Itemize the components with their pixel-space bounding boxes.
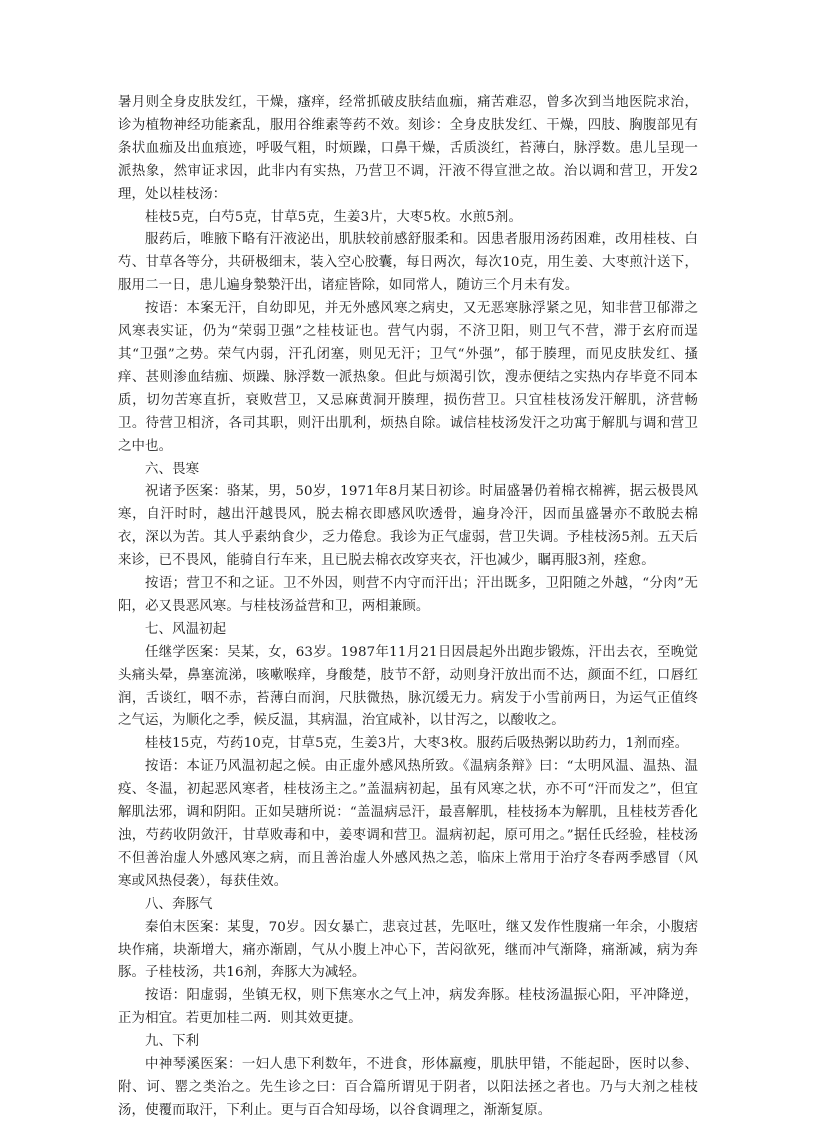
paragraph: 任继学医案：吴某，女，63岁。1987年11月21日因晨起外出跑步锻炼，汗出去衣，至晚觉头痛头晕，鼻塞流涕，咳嗽喉痒，身酸楚，肢节不舒，动则身汗放出而不达，颜面不红，口唇红润，舌谈红，咽不赤，苔薄白而润，尺肤微热，脉沉缓无力。病发于小雪前两日，为运气正值终之气运，为顺化之季，候反温，其病温，治宜咸补，以甘泻之，以酸收之。 bbox=[118, 644, 698, 729]
section-heading: 七、风温初起 bbox=[145, 621, 227, 637]
paragraph: 暑月则全身皮肤发红，干燥，瘙痒，经常抓破皮肤结血痂，痛苦难忍，曾多次到当地医院求治，诊为植物神经功能紊乱，服用谷维素等药不效。刻诊：全身皮肤发红、干燥，四肢、胸腹部见有条状血痂及出血痕迹，呼吸气粗，时烦躁，口鼻干燥，舌质淡红，苔薄白，脉浮数。患儿呈现一派热象，然审证求因，此非内有实热，乃营卫不调，汗液不得宣泄之故。治以调和营卫，开发2理，处以桂枝汤： bbox=[118, 95, 698, 202]
paragraph: 按语：本证乃风温初起之候。由正虚外感风热所致。《温病条辩》曰：“太明风温、温热、温疫、冬温，初起恶风寒者，桂枝汤主之。”盖温病初起，虽有风寒之状，亦不可“汗而发之”，但宜解肌法邪，调和阴阳。正如吴瑭所说：“盖温病忌汗，最喜解肌，桂枝扬本为解肌，且桂枝芳香化浊，芍药收阴敛汗，甘草败毒和中，姜枣调和营卫。温病初起，原可用之。”据任氏经验，桂枝汤不但善治虚人外感风寒之病，而且善治虚人外感风热之恙，临床上常用于治疗冬春两季感冒（风寒或风热侵袭），每获佳效。 bbox=[118, 759, 698, 889]
section-heading: 九、下利 bbox=[145, 1034, 200, 1050]
paragraph: 桂枝15克，芍药10克，甘草5克，生姜3片，大枣3枚。服药后吸热粥以助药力，1剂而痊。 bbox=[145, 736, 689, 752]
paragraph: 按语：本案无汗，自幼即见，并无外感风寒之病史，又无恶寒脉浮紧之见，知非营卫郁滞之风寒表实证，仍为“荣弱卫强”之桂枝证也。营气内弱，不济卫阳，则卫气不营，滞于玄府而逞其“卫强”之势。荣气内弱，汗孔闭塞，则见无汗；卫气“外强”，郁于腠理，而见皮肤发红、搔痒、甚则渗血结痂、烦躁、脉浮数一派热象。但此与烦渴引饮，溲赤便结之实热内存毕竟不同本质，切勿苦寒直折，衰败营卫，又忌麻黄洞开腠理，损伤营卫。只宜桂枝汤发汗解肌，济营畅卫。待营卫相济，各司其职，则汗出肌利，烦热自除。诚信桂枝汤发汗之功寓于解肌与调和营卫之中也。 bbox=[118, 301, 698, 454]
section-heading: 八、奔豚气 bbox=[145, 896, 213, 912]
section-heading: 六、畏寒 bbox=[145, 461, 200, 477]
paragraph: 桂枝5克，白芍5克，甘草5克，生姜3片，大枣5枚。水煎5剂。 bbox=[145, 209, 522, 225]
paragraph: 按语；营卫不和之证。卫不外因，则营不内守而汗出；汗出既多，卫阳随之外越，“分肉”无阳，必又畏恶风寒。与桂枝汤益营和卫，两相兼顾。 bbox=[118, 576, 698, 614]
paragraph: 祝诸予医案：骆某，男，50岁，1971年8月某日初诊。时届盛暑仍着棉衣棉裤，据云极畏风寒，自汗时时，越出汗越畏风，脱去棉衣即感风吹透骨，遍身冷汗，因而虽盛暑亦不敢脱去棉衣，深以为苦。其人乎素纳食少，乏力倦怠。我诊为正气虚弱，营卫失调。予桂枝汤5剂。五天后来诊，已不畏风，能骑自行车来，且已脱去棉衣改穿夹衣，汗也减少，瞩再服3剂，痊愈。 bbox=[118, 484, 698, 569]
paragraph: 服药后，唯腋下略有汗液泌出，肌肤较前感舒服柔和。因患者服用汤药困难，改用桂枝、白芍、甘草各等分，共研极细末，装入空心胶囊，每日两次，每次10克，用生姜、大枣煎汁送下，服用二一日，患儿遍身漐漐汗出，诸症皆除，如同常人，随访三个月未有发。 bbox=[118, 232, 698, 294]
document-page bbox=[118, 92, 698, 1123]
paragraph: 中神琴溪医案：一妇人患下利数年，不进食，形体羸瘦，肌肤甲错，不能起卧，医时以参、附、诃、罂之类治之。先生诊之曰：百合篇所谓见于阴者，以阳法拯之者也。乃与大剂之桂枝汤，使覆而取汗，下利止。更与百合知母场，以谷食调理之，渐渐复原。 bbox=[118, 1057, 698, 1118]
paragraph: 秦伯末医案：某叟，70岁。因女暴亡，悲哀过甚，先呕吐，继又发作性腹痛一年余，小腹痞块作痛，块渐增大，痛亦渐剧，气从小腹上冲心下，苦闷欲死，继而冲气渐降，痛渐减，病为奔豚。子桂枝汤，共16剂，奔豚大为减轻。 bbox=[118, 919, 698, 981]
paragraph: 按语：阳虚弱，坐镇无权，则下焦寒水之气上冲，病发奔豚。桂枝汤温振心阳，平冲降逆，正为相宜。若更加桂二两．则其效更捷。 bbox=[118, 988, 698, 1027]
